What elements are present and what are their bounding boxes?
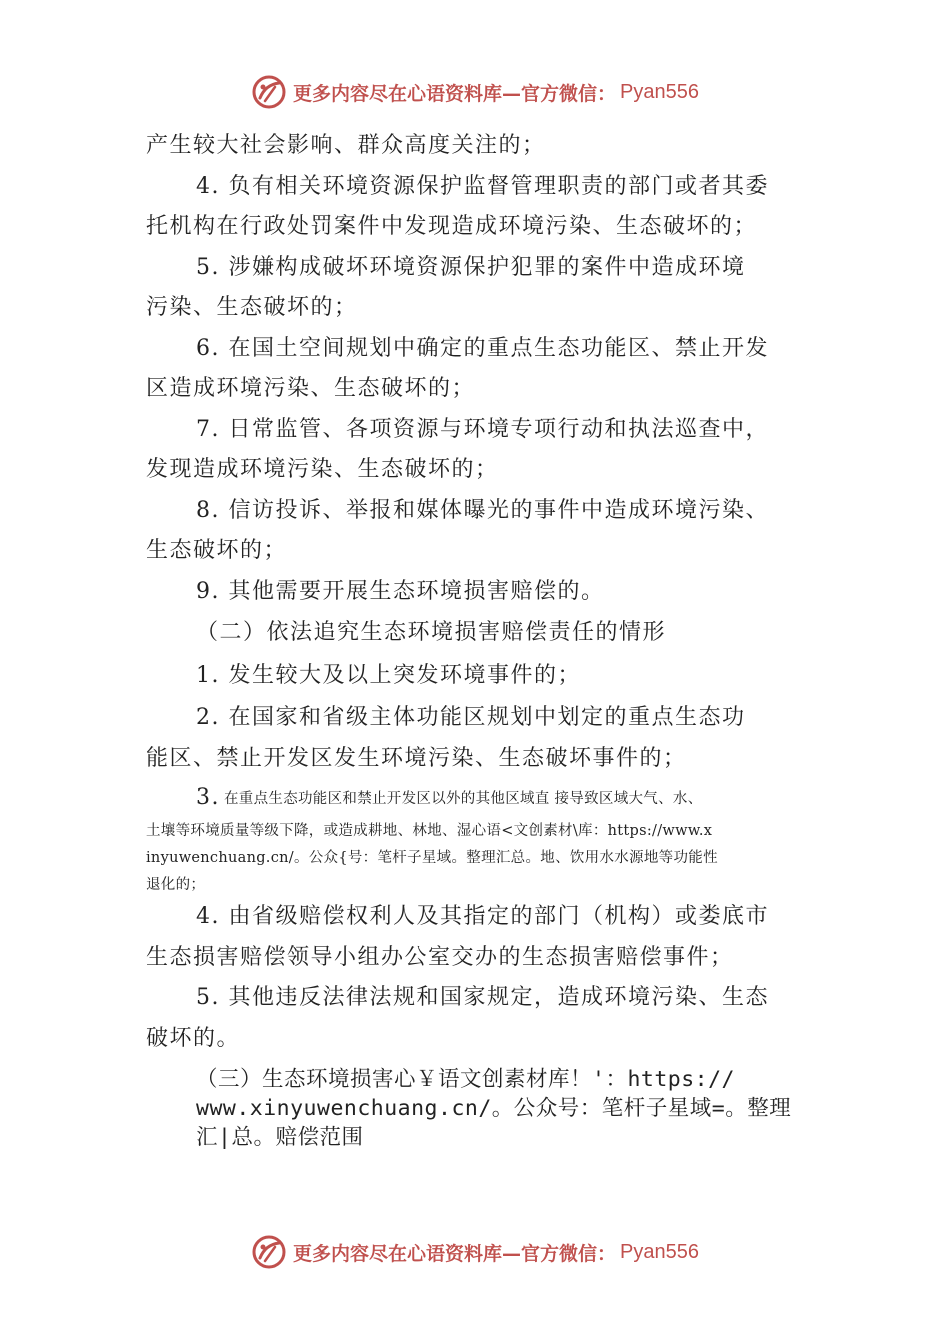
body-line: 产生较大社会影响、群众高度关注的； [146, 133, 546, 158]
body-line-small: 退化的； [146, 877, 206, 893]
body-line: 发现造成环境污染、生态破坏的； [146, 457, 499, 482]
body-line: 汇|总。赔偿范围 [196, 1125, 364, 1150]
body-line: 生态损害赔偿领导小组办公室交办的生态损害赔偿事件； [146, 945, 734, 970]
body-line-small: inyuwenchuang.cn/。公众{号：笔杆子星域。整理汇总。地、饮用水水源地等功能性 [146, 850, 718, 866]
body-line: 4. 由省级赔偿权利人及其指定的部门（机构）或娄底市 [196, 904, 769, 929]
body-line: 9. 其他需要开展生态环境损害赔偿的。 [196, 579, 605, 604]
body-line: 区造成环境污染、生态破坏的； [146, 376, 476, 401]
body-line: 2. 在国家和省级主体功能区规划中划定的重点生态功 [196, 705, 746, 730]
body-line: 托机构在行政处罚案件中发现造成环境污染、生态破坏的； [146, 214, 758, 239]
body-line: www.xinyuwenchuang.cn/。公众号：笔杆子星域=。整理 [196, 1096, 792, 1121]
footer-wechat-id: Pyan556 [620, 1240, 699, 1263]
header-wechat-id: Pyan556 [620, 80, 699, 103]
logo-icon [251, 1234, 287, 1270]
body-line: 5. 涉嫌构成破坏环境资源保护犯罪的案件中造成环境 [196, 255, 746, 280]
body-line: 生态破坏的； [146, 538, 288, 563]
body-line: 8. 信访投诉、举报和媒体曝光的事件中造成环境污染、 [196, 498, 769, 523]
body-line: 破坏的。 [146, 1026, 241, 1051]
body-line: （三）生态环境损害心￥语文创素材库！'：https:// [196, 1067, 735, 1092]
body-line: 能区、禁止开发区发生环境污染、生态破坏事件的； [146, 746, 687, 771]
header-banner [0, 72, 950, 112]
body-line-number: 3. [196, 785, 220, 810]
body-line: 6. 在国土空间规划中确定的重点生态功能区、禁止开发 [196, 336, 769, 361]
logo-icon [251, 74, 287, 110]
section-heading: （二）依法追究生态环境损害赔偿责任的情形 [196, 620, 667, 645]
body-line: 7. 日常监管、各项资源与环境专项行动和执法巡查中， [196, 417, 769, 442]
body-line: 污染、生态破坏的； [146, 295, 358, 320]
header-banner-text: 更多内容尽在心语资料库—官方微信： [293, 82, 617, 105]
body-line: 5. 其他违反法律法规和国家规定，造成环境污染、生态 [196, 985, 769, 1010]
footer-banner [0, 1232, 950, 1272]
body-line-small: 土壤等环境质量等级下降，或造成耕地、林地、湿心语<文创素材\库：https://www.x [146, 823, 713, 839]
body-line-small: 在重点生态功能区和禁止开发区以外的其他区域直 接导致区域大气、水、 [224, 791, 703, 807]
body-line: 1. 发生较大及以上突发环境事件的； [196, 663, 581, 688]
footer-banner-text: 更多内容尽在心语资料库—官方微信： [293, 1242, 617, 1265]
body-line: 4. 负有相关环境资源保护监督管理职责的部门或者其委 [196, 174, 769, 199]
